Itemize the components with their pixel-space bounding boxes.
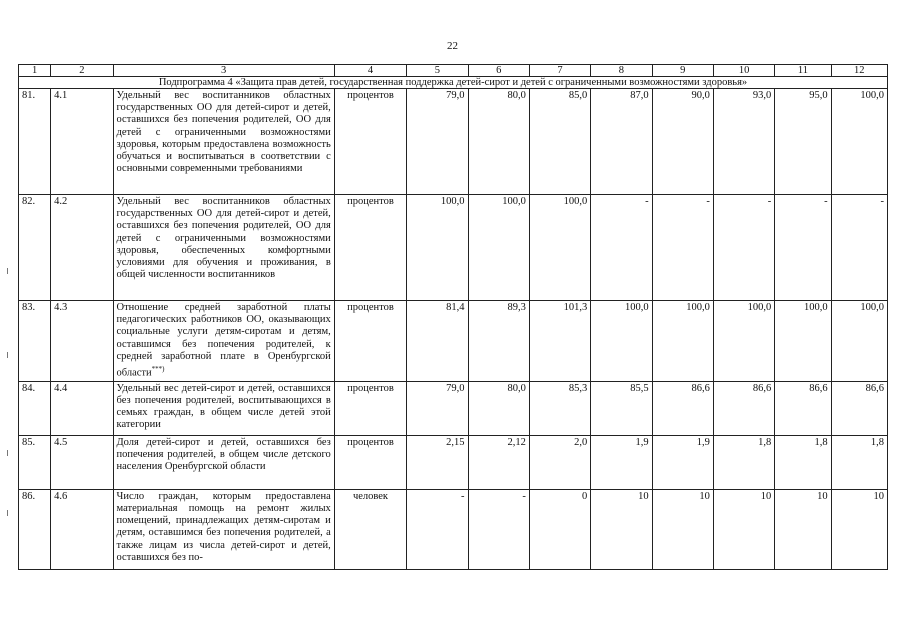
row-value: 10	[591, 489, 652, 569]
row-value: 89,3	[468, 301, 529, 382]
row-description	[113, 301, 334, 382]
row-value: -	[591, 195, 652, 301]
row-unit: процентов	[334, 301, 406, 382]
row-unit: процентов	[334, 89, 406, 195]
row-value: 86,6	[775, 381, 831, 435]
row-unit: процентов	[334, 435, 406, 489]
row-value: 2,0	[529, 435, 590, 489]
row-value: 100,0	[529, 195, 590, 301]
row-number: 82.	[19, 195, 51, 301]
row-value: 79,0	[407, 381, 468, 435]
column-number: 5	[407, 65, 468, 77]
row-value: 100,0	[713, 301, 774, 382]
row-description: Удельный вес детей-сирот и детей, оставшихся без попечения родителей, воспитывающихся в семьях граждан, в общем числе детей этой категории	[113, 381, 334, 435]
row-description: Доля детей-сирот и детей, оставшихся без попечения родителей, в общем числе детского населения Оренбургской области	[113, 435, 334, 489]
row-code: 4.5	[51, 435, 113, 489]
row-value: 79,0	[407, 89, 468, 195]
table-row	[19, 301, 888, 382]
row-code: 4.2	[51, 195, 113, 301]
row-unit: процентов	[334, 195, 406, 301]
row-number: 84.	[19, 381, 51, 435]
row-description-text: Отношение средней заработной платы педагогических работников ОО, оказывающих социальные услуги детям-сиротам и детям, оставшимся без попечения родителей, к средней заработной плате в Оренбургской области	[116, 302, 331, 379]
row-value: 85,5	[591, 381, 652, 435]
row-code: 4.6	[51, 489, 113, 569]
row-value: 95,0	[775, 89, 831, 195]
subprogram-title: Подпрограмма 4 «Защита прав детей, государственная поддержка детей-сирот и детей с ограниченными возможностями здоровья»	[19, 77, 888, 89]
row-value: 86,6	[713, 381, 774, 435]
row-value: 80,0	[468, 381, 529, 435]
row-value: 100,0	[831, 89, 887, 195]
column-number: 7	[529, 65, 590, 77]
column-number: 2	[51, 65, 113, 77]
table-row	[19, 489, 888, 569]
row-value: 10	[831, 489, 887, 569]
row-number: 81.	[19, 89, 51, 195]
indicators-table	[18, 64, 888, 570]
margin-mark	[7, 268, 8, 274]
row-unit: человек	[334, 489, 406, 569]
row-number: 83.	[19, 301, 51, 382]
row-value: 100,0	[407, 195, 468, 301]
column-number: 11	[775, 65, 831, 77]
row-value: 10	[775, 489, 831, 569]
row-value: 10	[652, 489, 713, 569]
table-row	[19, 381, 888, 435]
column-number: 4	[334, 65, 406, 77]
row-value: 86,6	[652, 381, 713, 435]
row-value: 101,3	[529, 301, 590, 382]
row-unit: процентов	[334, 381, 406, 435]
row-value: 90,0	[652, 89, 713, 195]
row-code: 4.4	[51, 381, 113, 435]
row-value: 86,6	[831, 381, 887, 435]
row-value: -	[407, 489, 468, 569]
margin-mark	[7, 352, 8, 358]
row-value: 93,0	[713, 89, 774, 195]
column-number: 1	[19, 65, 51, 77]
row-code: 4.3	[51, 301, 113, 382]
row-value: 85,0	[529, 89, 590, 195]
row-value: 1,8	[775, 435, 831, 489]
row-value: -	[468, 489, 529, 569]
row-value: 100,0	[591, 301, 652, 382]
column-number: 3	[113, 65, 334, 77]
margin-mark	[7, 450, 8, 456]
column-number: 9	[652, 65, 713, 77]
column-number: 12	[831, 65, 887, 77]
table-row	[19, 89, 888, 195]
column-number: 8	[591, 65, 652, 77]
subprogram-row	[19, 77, 888, 89]
row-code: 4.1	[51, 89, 113, 195]
row-value: 0	[529, 489, 590, 569]
row-value: 2,12	[468, 435, 529, 489]
column-number: 6	[468, 65, 529, 77]
row-value: 87,0	[591, 89, 652, 195]
row-number: 86.	[19, 489, 51, 569]
row-value: 81,4	[407, 301, 468, 382]
table-row	[19, 435, 888, 489]
row-value: 100,0	[831, 301, 887, 382]
row-description: Число граждан, которым предоставлена материальная помощь на ремонт жилых помещений, принадлежащих детям-сиротам и детям, оставшимся без попечения родителей, а также лицам из числа детей-сирот и детей, оставшихся без по-	[113, 489, 334, 569]
row-description: Удельный вес воспитанников областных государственных ОО для детей-сирот и детей, оставшихся без попечения родителей, ОО для детей с ограниченными возможностями здоровья, которым предоставлена возможность обучаться и воспитываться в соответствии с основными современными требованиями	[113, 89, 334, 195]
row-value: 1,8	[831, 435, 887, 489]
row-value: 1,9	[652, 435, 713, 489]
row-value: -	[831, 195, 887, 301]
row-value: 100,0	[468, 195, 529, 301]
row-value: -	[775, 195, 831, 301]
row-value: -	[713, 195, 774, 301]
column-number: 10	[713, 65, 774, 77]
row-value: 100,0	[652, 301, 713, 382]
row-description: Удельный вес воспитанников областных государственных ОО для детей-сирот и детей, оставшихся без попечения родителей, ОО для детей с ограниченными возможностями здоровья, обеспеченных комфортными условиями для обучения и проживания, в общей численности воспитанников	[113, 195, 334, 301]
row-value: 10	[713, 489, 774, 569]
row-value: 100,0	[775, 301, 831, 382]
row-value: -	[652, 195, 713, 301]
row-value: 1,8	[713, 435, 774, 489]
footnote-mark: ***)	[151, 365, 165, 374]
table-row	[19, 195, 888, 301]
row-value: 80,0	[468, 89, 529, 195]
column-number-row	[19, 65, 888, 77]
row-value: 85,3	[529, 381, 590, 435]
page-number: 22	[447, 40, 458, 52]
margin-mark	[7, 510, 8, 516]
row-value: 1,9	[591, 435, 652, 489]
row-value: 2,15	[407, 435, 468, 489]
row-number: 85.	[19, 435, 51, 489]
